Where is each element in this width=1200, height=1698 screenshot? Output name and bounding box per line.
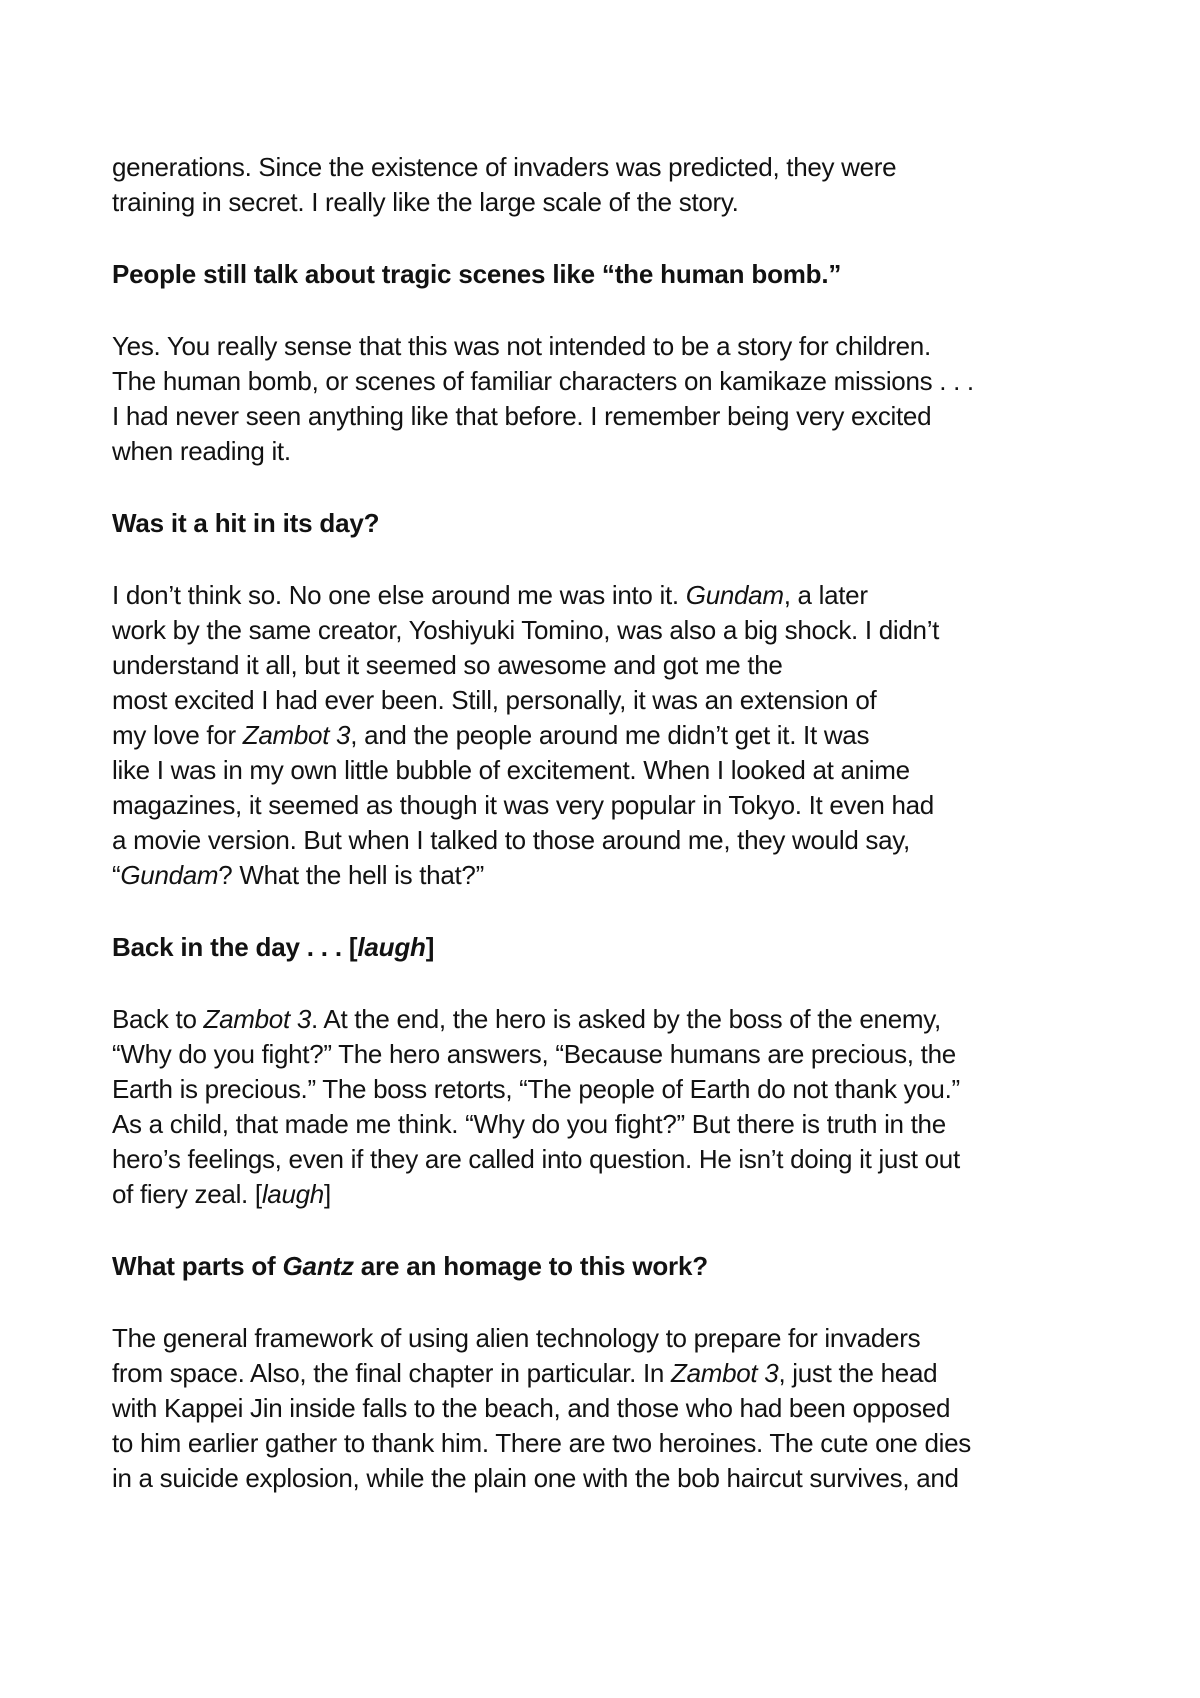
text-line [112,1002,1122,1037]
text-segment: I had never seen anything like that before. I remember being very excited [112,401,932,431]
text-line [112,1037,1122,1072]
italicized-text: laugh [261,1179,324,1209]
text-segment: to him earlier gather to thank him. There are two heroines. The cute one dies [112,1428,971,1458]
text-segment: What parts of [112,1251,283,1281]
interview-answer-answer-human-bomb [112,329,1122,469]
text-segment: training in secret. I really like the large scale of the story. [112,187,739,217]
text-line [112,823,1122,858]
interview-question-question-was-it-a-hit [112,506,1122,541]
text-line [112,1142,1122,1177]
text-line [112,1391,1122,1426]
text-line [112,613,1122,648]
text-segment: Back in the day . . . [ [112,932,358,962]
italicized-text: Gantz [282,1251,354,1281]
text-segment: . At the end, the hero is asked by the boss of the enemy, [310,1004,941,1034]
text-line [112,1356,1122,1391]
text-line [112,1461,1122,1496]
text-segment: Back to [112,1004,204,1034]
text-segment: The human bomb, or scenes of familiar characters on kamikaze missions . . . [112,366,974,396]
text-line [112,718,1122,753]
text-line [112,648,1122,683]
text-segment: work by the same creator, Yoshiyuki Tomino, was also a big shock. I didn’t [112,615,940,645]
text-line [112,1426,1122,1461]
interview-answer-answer-gantz-homage [112,1321,1122,1496]
text-line [112,257,1122,292]
text-line [112,150,1122,185]
interview-question-question-back-in-the-day [112,930,1122,965]
interview-question-question-human-bomb [112,257,1122,292]
interview-answer-answer-was-it-a-hit [112,578,1122,893]
text-line [112,399,1122,434]
interview-answer-answer-back-in-the-day [112,1002,1122,1212]
text-segment: , just the head [778,1358,938,1388]
text-line [112,930,1122,965]
text-segment: most excited I had ever been. Still, personally, it was an extension of [112,685,877,715]
text-segment: ? What the hell is that?” [218,860,484,890]
text-segment: from space. Also, the final chapter in particular. In [112,1358,671,1388]
italicized-text: Gundam [685,580,784,610]
text-line [112,1177,1122,1212]
text-segment: Yes. You really sense that this was not intended to be a story for children. [112,331,931,361]
text-segment: Earth is precious.” The boss retorts, “The people of Earth do not thank you.” [112,1074,960,1104]
italicized-text: Gundam [120,860,219,890]
text-segment: a movie version. But when I talked to those around me, they would say, [112,825,910,855]
italicized-text: Zambot 3 [671,1358,779,1388]
text-segment: like I was in my own little bubble of excitement. When I looked at anime [112,755,910,785]
text-segment: “Why do you fight?” The hero answers, “Because humans are precious, the [112,1039,956,1069]
text-line [112,578,1122,613]
text-segment: of fiery zeal. [ [112,1179,262,1209]
text-segment: As a child, that made me think. “Why do you fight?” But there is truth in the [112,1109,946,1139]
italicized-text: laugh [357,932,426,962]
text-segment: Was it a hit in its day? [112,508,380,538]
text-segment: ] [323,1179,331,1209]
text-line [112,329,1122,364]
text-segment: , and the people around me didn’t get it. It was [350,720,870,750]
text-line [112,1249,1122,1284]
text-segment: are an homage to this work? [353,1251,708,1281]
italicized-text: Zambot 3 [242,720,351,750]
text-line [112,753,1122,788]
text-segment: hero’s feelings, even if they are called into question. He isn’t doing it just out [112,1144,960,1174]
text-segment: my love for [112,720,243,750]
text-segment: in a suicide explosion, while the plain one with the bob haircut survives, and [112,1463,959,1493]
text-segment: when reading it. [112,436,291,466]
italicized-text: Zambot 3 [203,1004,311,1034]
interview-answer-answer-paragraph-continued [112,150,1122,220]
interview-question-question-gantz-homage [112,1249,1122,1284]
text-segment: “ [112,860,121,890]
page-content [112,150,1122,1496]
text-line [112,185,1122,220]
text-segment: understand it all, but it seemed so awesome and got me the [112,650,783,680]
text-line [112,506,1122,541]
text-segment: generations. Since the existence of invaders was predicted, they were [112,152,897,182]
text-line [112,1107,1122,1142]
text-line [112,858,1122,893]
text-line [112,364,1122,399]
text-line [112,1072,1122,1107]
text-segment: People still talk about tragic scenes like “the human bomb.” [112,259,842,289]
text-segment: I don’t think so. No one else around me was into it. [112,580,686,610]
text-line [112,434,1122,469]
text-segment: magazines, it seemed as though it was very popular in Tokyo. It even had [112,790,934,820]
text-segment: , a later [783,580,868,610]
text-line [112,683,1122,718]
text-segment: ] [425,932,435,962]
text-segment: The general framework of using alien technology to prepare for invaders [112,1323,921,1353]
text-line [112,788,1122,823]
text-line [112,1321,1122,1356]
text-segment: with Kappei Jin inside falls to the beach, and those who had been opposed [112,1393,951,1423]
